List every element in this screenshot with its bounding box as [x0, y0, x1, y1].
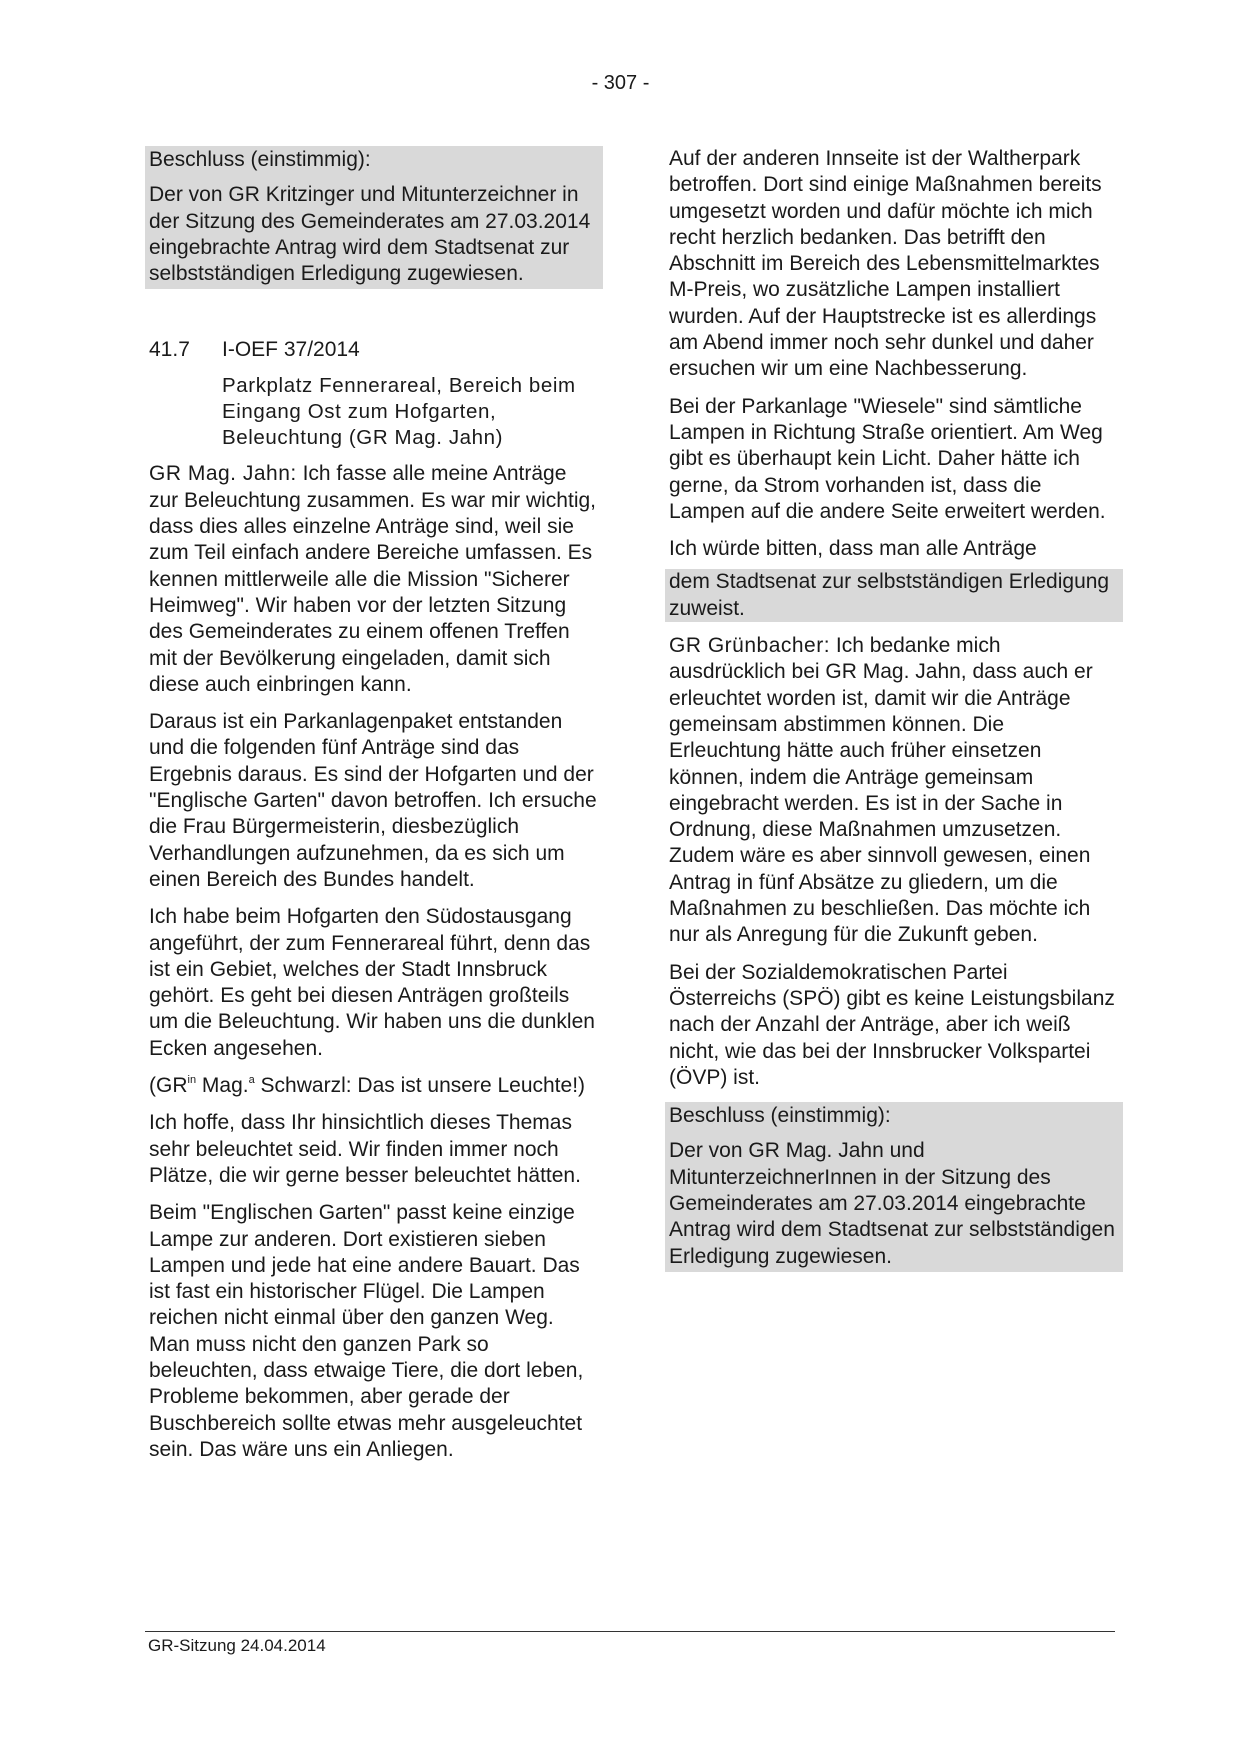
paragraph [145, 461, 603, 698]
agenda-item-title: Parkplatz Fennerareal, Bereich beim Eingang Ost zum Hofgarten, Beleuchtung (GR Mag. Jahn) [222, 374, 576, 450]
speech-text: Ich bedanke mich ausdrücklich bei GR Mag. Jahn, dass auch er erleuchtet worden ist, damit wir die Anträge gemeinsam abstimmen können. Die Erleuchtung hätte auch früher einsetzen können, indem die Anträge gemeinsam eingebracht werden. Es ist in der Sache in Ordnung, diese Maßnahmen umzusetzen. Zudem wäre es aber sinnvoll gewesen, einen Antrag in fünf Absätze zu gliedern, um die Maßnahmen zu beschließen. Das möchte ich nur als Anregung für die Zukunft geben. [669, 634, 1093, 947]
paragraph: Beim "Englischen Garten" passt keine einzige Lampe zur anderen. Dort existieren sieben Lampen und jede hat eine andere Bauart. Das ist fast ein historischer Flügel. Die Lampen reichen nicht einmal über den ganzen Weg. Man muss nicht den ganzen Park so beleuchten, dass etwaige Tiere, die dort leben, Probleme bekommen, aber gerade der Buschbereich sollte etwas mehr ausgeleuchtet sein. Das wäre uns ein Anliegen. [149, 1201, 584, 1461]
interjection: ($GR^{in}$ Mag.$^a$ Schwarzl: Das ist unsere Leuchte!) [149, 1074, 586, 1098]
speech-text: Ich fasse alle meine Anträge zur Beleuchtung zusammen. Es war mir wichtig, dass dies alles einzelne Anträge sind, weil sie zum Teil einfach andere Bereiche umfassen. Es kennen mittlerweile alle die Mission "Sicherer Heimweg". Wir haben vor der letzten Sitzung des Gemeinderates zu einem offenen Treffen mit der Bevölkerung eingeladen, damit sich diese auch einbringen kann. [149, 462, 596, 696]
agenda-item-header [145, 337, 603, 363]
page-number: - 307 - [591, 72, 650, 94]
speaker-name: GR Mag. Jahn: [149, 462, 297, 486]
paragraph: Bei der Parkanlage "Wiesele" sind sämtliche Lampen in Richtung Straße orientiert. Am Weg gibt es überhaupt kein Licht. Daher hätte ich gerne, da Strom vorhanden ist, dass die Lampen auf die andere Seite erweitert werden. [669, 394, 1106, 523]
agenda-item-code: I-OEF 37/2014 [222, 338, 360, 362]
speaker-name: GR Grünbacher: [669, 634, 831, 658]
decision-label: Beschluss (einstimmig): [149, 148, 371, 171]
paragraph: Bei der Sozialdemokratischen Partei Österreichs (SPÖ) gibt es keine Leistungsbilanz nach der Anzahl der Anträge, aber ich weiß nicht, wie das bei der Innsbrucker Volkspartei (ÖVP) ist. [669, 960, 1115, 1089]
paragraph: Ich würde bitten, dass man alle Anträge [669, 537, 1037, 561]
decision-box [665, 1102, 1123, 1272]
agenda-item-number: 41.7 [149, 338, 190, 362]
paragraph: Auf der anderen Innseite ist der Waltherpark betroffen. Dort sind einige Maßnahmen bereits umgesetzt worden und dafür möchte ich mich recht herzlich bedanken. Das betrifft den Abschnitt im Bereich des Lebensmittelmarktes M-Preis, wo zusätzliche Lampen installiert wurden. Auf der Hauptstrecke ist es allerdings am Abend immer noch sehr dunkel und daher ersuchen wir um eine Nachbesserung. [669, 147, 1102, 381]
paragraph: Ich habe beim Hofgarten den Südostausgang angeführt, der zum Fennerareal führt, denn das ist ein Gebiet, welches der Stadt Innsbruck gehört. Es geht bei diesen Anträgen großteils um die Beleuchtung. Wir haben uns die dunklen Ecken angesehen. [149, 905, 595, 1060]
left-column [145, 146, 603, 1474]
decision-label: Beschluss (einstimmig): [669, 1104, 891, 1128]
decision-text: Der von GR Mag. Jahn und MitunterzeichnerInnen in der Sitzung des Gemeinderates am 27.03.2014 eingebrachte Antrag wird dem Stadtsenat zur selbstständigen Erledigung zugewiesen. [669, 1139, 1115, 1268]
right-column [665, 146, 1123, 1283]
shaded-paragraph: dem Stadtsenat zur selbstständigen Erledigung zuweist. [665, 569, 1123, 622]
footer-session-date: GR-Sitzung 24.04.2014 [148, 1636, 326, 1655]
paragraph [665, 633, 1123, 949]
decision-box [145, 146, 603, 289]
paragraph: Ich hoffe, dass Ihr hinsichtlich dieses Themas sehr beleuchtet seid. Wir finden immer noch Plätze, die wir gerne besser beleuchtet hätten. [149, 1111, 581, 1187]
paragraph: Daraus ist ein Parkanlagenpaket entstanden und die folgenden fünf Anträge sind das Ergebnis daraus. Es sind der Hofgarten und der "Englische Garten" davon betroffen. Ich ersuche die Frau Bürgermeisterin, diesbezüglich Verhandlungen aufzunehmen, da es sich um einen Bereich des Bundes handelt. [149, 710, 597, 891]
footer-divider [145, 1631, 1115, 1632]
decision-text: Der von GR Kritzinger und Mitunterzeichner in der Sitzung des Gemeinderates am 27.03.2014 eingebrachte Antrag wird dem Stadtsenat zur selbstständigen Erledigung zugewiesen. [149, 183, 591, 286]
